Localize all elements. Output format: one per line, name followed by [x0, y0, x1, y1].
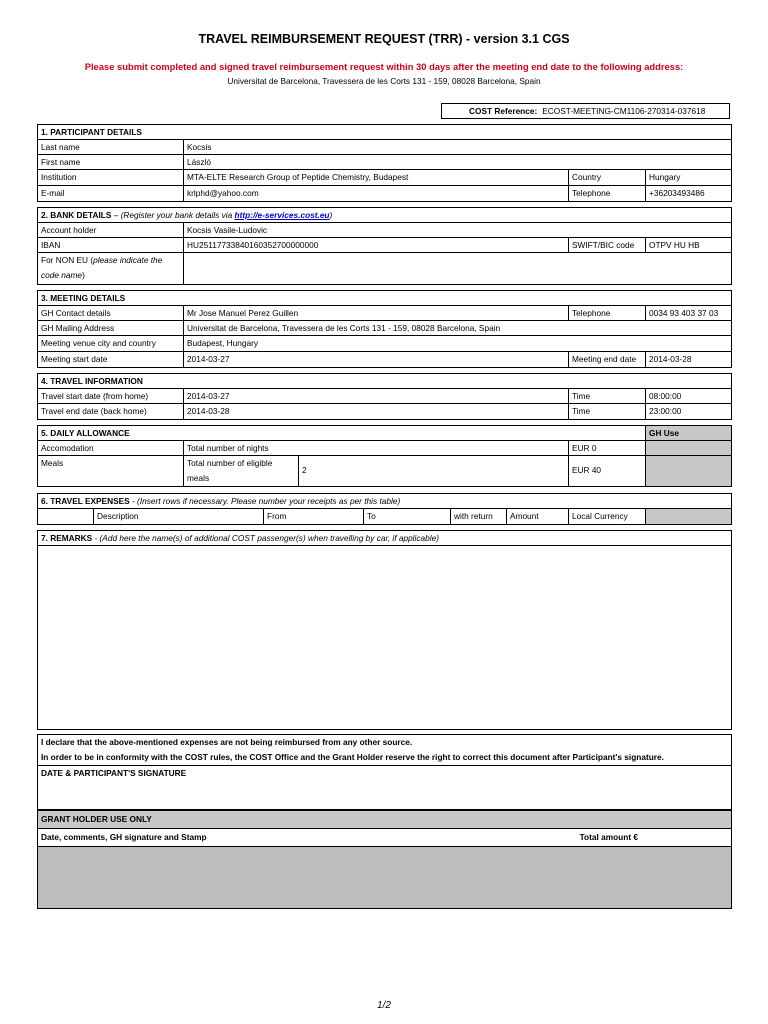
meeting-dates-row — [38, 352, 731, 367]
account-holder-field[interactable]: Kocsis Vasile-Ludovic — [183, 223, 731, 237]
travel-end-time-label: Time — [568, 404, 645, 419]
meeting-start-label: Meeting start date — [41, 353, 108, 364]
travel-information-heading: 4. TRAVEL INFORMATION — [38, 374, 731, 389]
document-title: TRAVEL REIMBURSEMENT REQUEST (TRR) - version 3.1 CGS — [198, 32, 570, 46]
telephone-label: Telephone — [568, 186, 645, 201]
remarks-field[interactable] — [38, 546, 731, 729]
bank-details-title: 2. BANK DETAILS — [41, 210, 112, 220]
gh-telephone-field[interactable]: 0034 93 403 37 03 — [645, 306, 731, 320]
iban-field[interactable]: HU25117733840160352700000000 — [183, 238, 568, 252]
accomodation-eur: EUR 0 — [568, 441, 645, 455]
swift-field[interactable]: OTPV HU HB — [645, 238, 731, 252]
travel-information-section — [37, 373, 732, 420]
meals-eur: EUR 40 — [568, 456, 645, 486]
eligible-meals-label — [183, 456, 298, 486]
grant-holder-labels-row — [38, 829, 731, 847]
non-eu-label-close: ) — [82, 270, 85, 281]
travel-start-field[interactable]: 2014-03-27 — [183, 389, 568, 403]
non-eu-label — [38, 253, 183, 284]
last-name-label: Last name — [41, 142, 80, 152]
last-name-row — [38, 140, 731, 155]
non-eu-note: please indicate the — [93, 255, 163, 266]
institution-field[interactable]: MTA-ELTE Research Group of Peptide Chemistry, Budapest — [183, 170, 568, 184]
gh-address-label: GH Mailing Address — [41, 323, 115, 334]
expenses-col-from: From — [263, 509, 363, 524]
remarks-section — [37, 530, 732, 730]
travel-expenses-note: - (Insert rows if necessary. Please number your receipts as per this table) — [129, 496, 401, 506]
account-holder-row — [38, 223, 731, 238]
declaration-line-1: I declare that the above-mentioned expenses are not being reimbursed from any other source. — [41, 737, 413, 747]
cost-reference-label: COST Reference: — [469, 106, 538, 116]
expenses-number-col — [38, 509, 93, 524]
first-name-label: First name — [41, 157, 81, 168]
venue-row — [38, 336, 731, 351]
accomodation-label: Accomodation — [41, 443, 94, 453]
gh-address-field[interactable]: Universitat de Barcelona, Travessera de les Corts 131 - 159, 08028 Barcelona, Spain — [183, 321, 731, 335]
meals-row — [38, 456, 731, 486]
gh-contact-label: GH Contact details — [41, 308, 111, 318]
travel-expenses-title: 6. TRAVEL EXPENSES — [41, 496, 130, 506]
non-eu-label-text: For NON EU ( — [41, 255, 94, 266]
gh-address-row — [38, 321, 731, 336]
expenses-col-amount: Amount — [506, 509, 568, 524]
non-eu-code-name: code name — [41, 270, 83, 281]
bank-details-dash: – — [111, 210, 121, 220]
remarks-title: 7. REMARKS — [41, 533, 93, 543]
signature-label: DATE & PARTICIPANT'S SIGNATURE — [41, 768, 187, 778]
telephone-field[interactable]: +36203493486 — [645, 186, 731, 201]
meeting-end-label: Meeting end date — [568, 352, 645, 367]
travel-expenses-heading — [38, 494, 731, 509]
expenses-col-local-currency: Local Currency — [568, 509, 645, 524]
participant-details-heading: 1. PARTICIPANT DETAILS — [38, 125, 731, 140]
country-label: Country — [568, 170, 645, 184]
travel-end-row — [38, 404, 731, 419]
eligible-meals-count[interactable]: 2 — [298, 456, 568, 486]
meals-label: Meals — [41, 458, 64, 469]
iban-label: IBAN — [41, 240, 61, 251]
eligible-meals-text-2: meals — [187, 473, 210, 484]
travel-start-time-field[interactable]: 08:00:00 — [645, 389, 731, 403]
participant-details-section — [37, 124, 732, 202]
venue-label: Meeting venue city and country — [41, 338, 156, 349]
email-row — [38, 186, 731, 201]
accomodation-gh-use — [645, 441, 731, 455]
travel-expenses-section — [37, 493, 732, 525]
grant-holder-heading: GRANT HOLDER USE ONLY — [38, 811, 731, 829]
bank-details-note-close: ) — [329, 210, 333, 220]
travel-start-label: Travel start date (from home) — [41, 391, 149, 401]
first-name-field[interactable]: László — [183, 155, 731, 169]
remarks-heading — [38, 531, 731, 546]
grant-holder-section — [37, 810, 732, 909]
venue-field[interactable]: Budapest, Hungary — [183, 336, 731, 350]
submission-notice: Please submit completed and signed travel reimbursement request within 30 days after the meeting end date to the following address: — [84, 61, 684, 72]
travel-end-time-field[interactable]: 23:00:00 — [645, 404, 731, 419]
email-label: E-mail — [41, 187, 65, 198]
signature-field[interactable] — [38, 781, 731, 809]
gh-use-label: GH Use — [645, 426, 731, 440]
meeting-end-field[interactable]: 2014-03-28 — [645, 352, 731, 367]
institution-label: Institution — [41, 172, 77, 183]
first-name-row — [38, 155, 731, 170]
gh-total-amount-label: Total amount € — [579, 832, 638, 842]
declaration-line-2: In order to be in conformity with the COST rules, the COST Office and the Grant Holder reserve the right to correct this document after Participant's signature. — [41, 752, 664, 762]
country-field[interactable]: Hungary — [645, 170, 731, 184]
account-holder-label: Account holder — [41, 225, 97, 235]
email-field[interactable]: krlphd@yahoo.com — [183, 186, 568, 201]
page-number: 1/2 — [377, 1000, 391, 1011]
gh-telephone-label: Telephone — [568, 306, 645, 320]
accomodation-row — [38, 441, 731, 456]
meeting-details-section — [37, 290, 732, 368]
declaration-text — [38, 735, 731, 766]
expenses-col-with-return: with return — [450, 509, 506, 524]
meeting-details-heading: 3. MEETING DETAILS — [38, 291, 731, 306]
gh-comments-label: Date, comments, GH signature and Stamp — [41, 832, 207, 842]
travel-start-time-label: Time — [568, 389, 645, 403]
last-name-field[interactable]: Kocsis — [183, 140, 731, 154]
declaration-section — [37, 734, 732, 810]
nights-label: Total number of nights — [183, 441, 568, 455]
gh-contact-row — [38, 306, 731, 321]
bank-details-note: (Register your bank details via — [120, 210, 235, 220]
non-eu-code-field[interactable] — [183, 253, 731, 284]
swift-label: SWIFT/BIC code — [568, 238, 645, 252]
e-services-link[interactable]: http://e-services.cost.eu — [234, 210, 330, 220]
daily-allowance-heading — [38, 426, 731, 441]
iban-row — [38, 238, 731, 253]
institution-row — [38, 170, 731, 185]
bank-details-heading — [38, 208, 731, 223]
daily-allowance-section — [37, 425, 732, 487]
expenses-gh-use — [645, 509, 731, 524]
daily-allowance-title: 5. DAILY ALLOWANCE — [41, 428, 130, 438]
bank-details-section — [37, 207, 732, 285]
non-eu-row — [38, 253, 731, 284]
meeting-start-field[interactable]: 2014-03-27 — [183, 352, 568, 367]
cost-reference-value: ECOST-MEETING-CM1106-270314-037618 — [542, 106, 706, 116]
travel-end-label: Travel end date (back home) — [41, 406, 147, 417]
expenses-col-description: Description — [93, 509, 263, 524]
eligible-meals-text: Total number of eligible — [187, 458, 273, 469]
gh-contact-field[interactable]: Mr Jose Manuel Perez Guillen — [183, 306, 568, 320]
submission-address: Universitat de Barcelona, Travessera de les Corts 131 - 159, 08028 Barcelona, Spain — [227, 76, 541, 86]
remarks-note: - (Add here the name(s) of additional COST passenger(s) when travelling by car, if applicable) — [92, 533, 439, 543]
travel-start-row — [38, 389, 731, 404]
travel-end-field[interactable]: 2014-03-28 — [183, 404, 568, 419]
expenses-header-row — [38, 509, 731, 524]
grant-holder-field — [38, 847, 731, 908]
meals-gh-use — [645, 456, 731, 486]
expenses-col-to: To — [363, 509, 450, 524]
cost-reference-box — [441, 103, 730, 119]
